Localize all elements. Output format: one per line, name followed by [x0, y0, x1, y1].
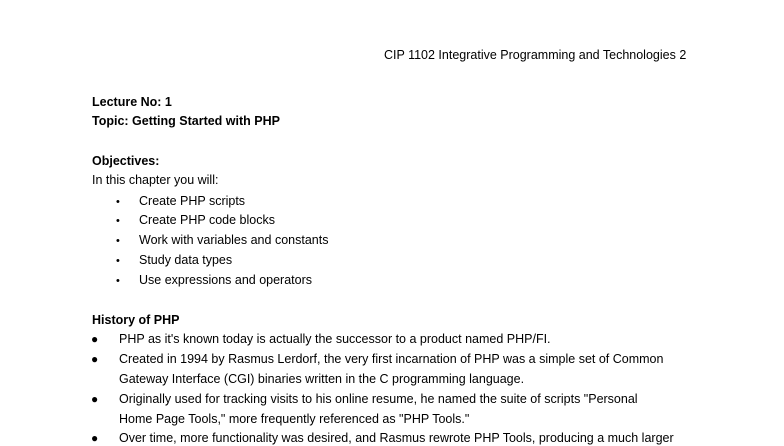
- bullet-icon: •: [116, 196, 120, 208]
- bullet-icon: ●: [91, 332, 99, 346]
- bullet-icon: •: [116, 215, 120, 227]
- objective-text: Create PHP code blocks: [139, 213, 275, 227]
- objective-text: Use expressions and operators: [139, 273, 313, 287]
- history-text: PHP as it's known today is actually the successor to a product named PHP/FI.: [119, 332, 551, 346]
- bullet-icon: •: [116, 255, 120, 267]
- history-text: Originally used for tracking visits to his online resume, he named the suite of scripts "Personal: [119, 392, 638, 406]
- objectives-heading: Objectives:: [92, 154, 160, 168]
- bullet-icon: •: [116, 235, 120, 247]
- history-text: Created in 1994 by Rasmus Lerdorf, the very first incarnation of PHP was a simple set of Common: [119, 352, 664, 366]
- lecture-number: Lecture No: 1: [92, 95, 172, 109]
- course-header: CIP 1102 Integrative Programming and Technologies 2: [384, 48, 687, 62]
- history-text: Over time, more functionality was desired, and Rasmus rewrote PHP Tools, producing a much larger: [119, 431, 674, 445]
- bullet-icon: •: [116, 275, 120, 287]
- objectives-intro: In this chapter you will:: [92, 173, 219, 187]
- bullet-icon: ●: [91, 352, 99, 366]
- bullet-icon: ●: [91, 431, 99, 445]
- history-text: Gateway Interface (CGI) binaries written in the C programming language.: [119, 372, 525, 386]
- lecture-topic: Topic: Getting Started with PHP: [92, 114, 280, 128]
- bullet-icon: ●: [91, 392, 99, 406]
- objective-text: Study data types: [139, 253, 233, 267]
- history-heading: History of PHP: [92, 313, 180, 327]
- history-text: Home Page Tools," more frequently referenced as "PHP Tools.": [119, 412, 470, 426]
- objective-text: Work with variables and constants: [139, 233, 329, 247]
- objective-text: Create PHP scripts: [139, 194, 246, 208]
